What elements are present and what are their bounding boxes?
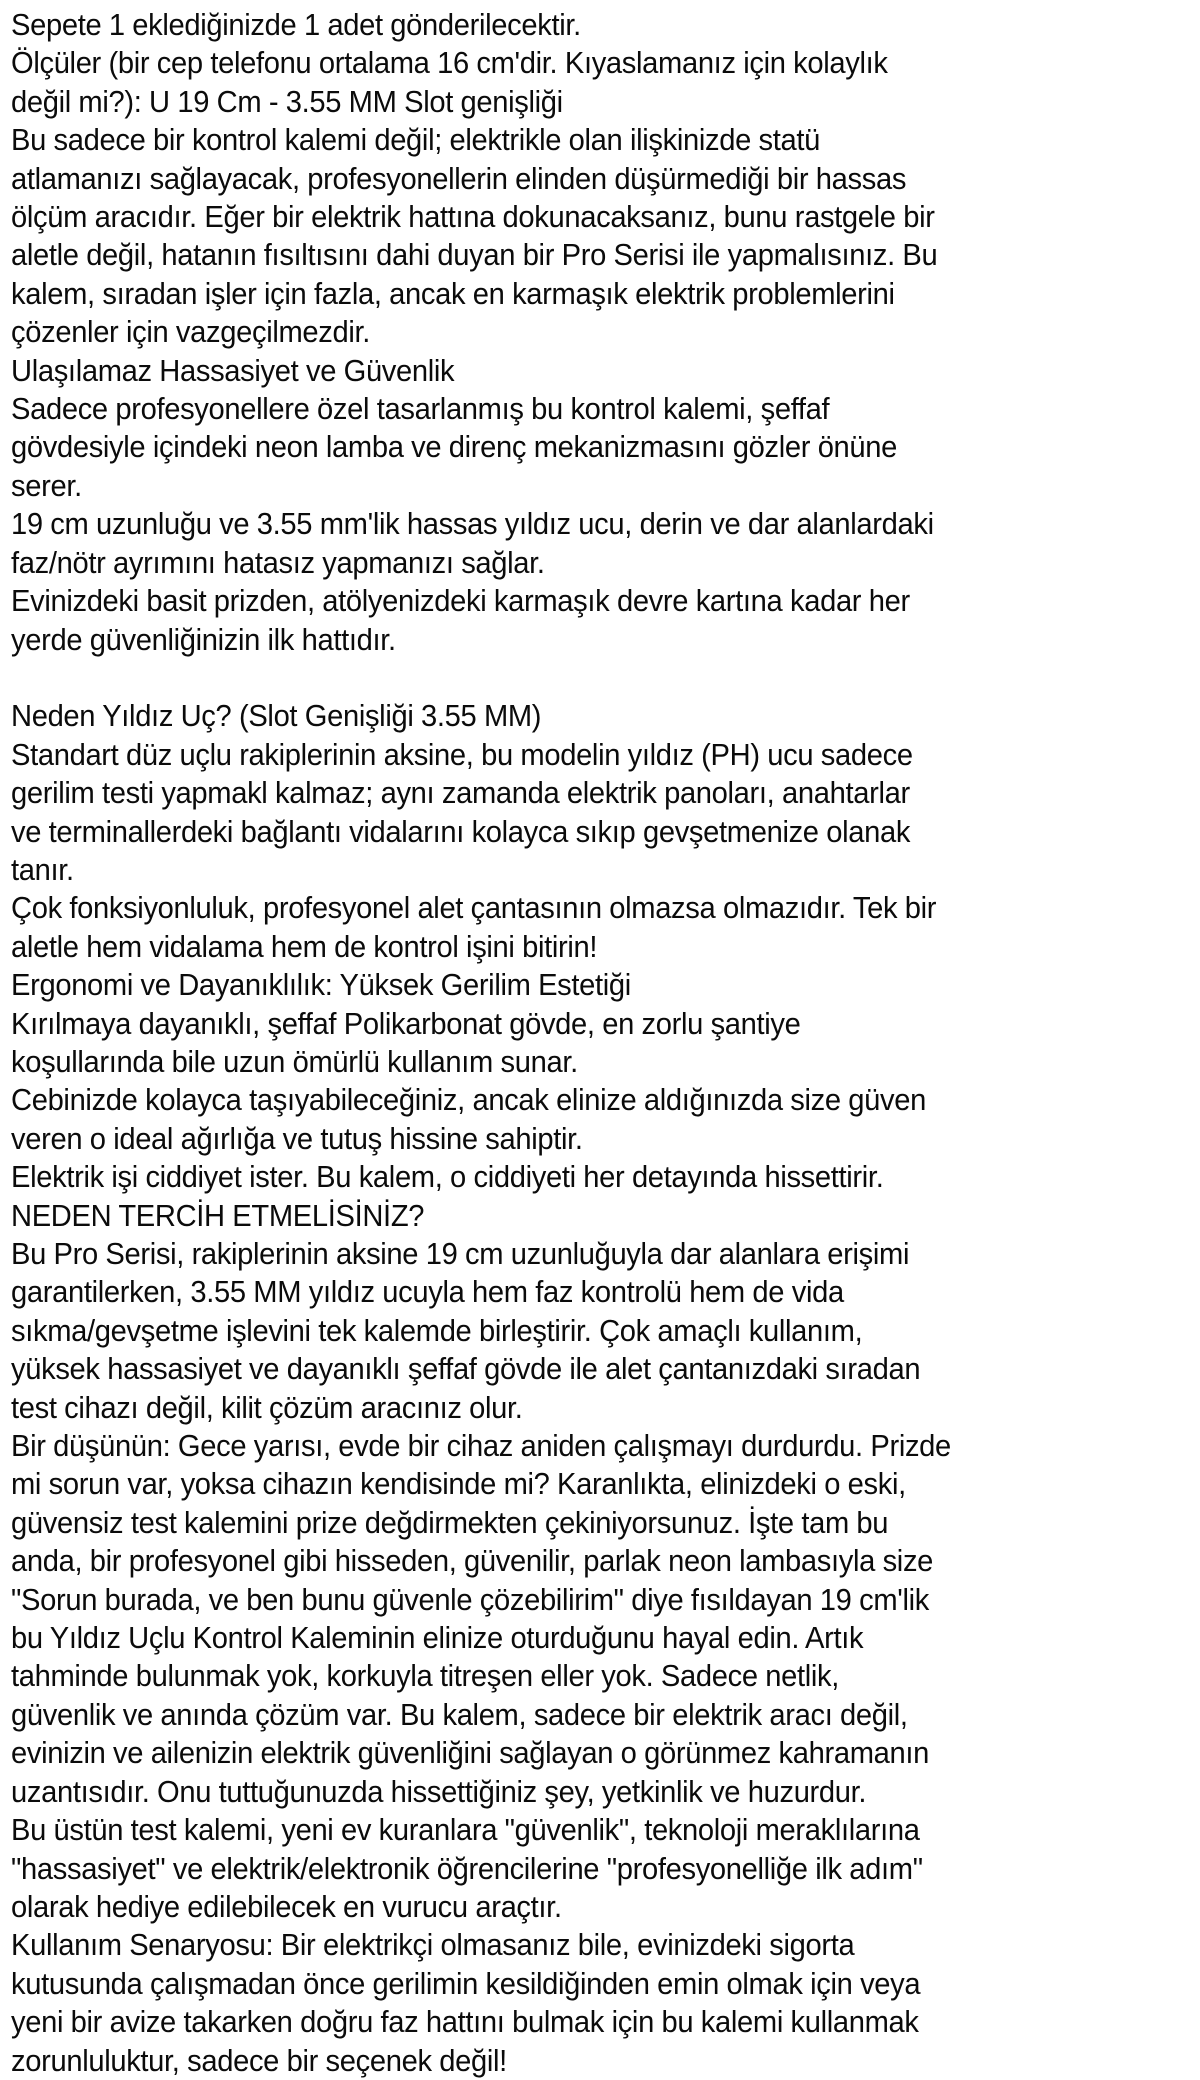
text-line: değil mi?): U 19 Cm - 3.55 MM Slot genişliği [11,84,563,119]
text-line: gerilim testi yapmakl kalmaz; aynı zamanda elektrik panoları, anahtarlar [11,776,910,811]
text-line: olarak hediye edilebilecek en vurucu araçtır. [11,1889,562,1924]
text-line: yerde güvenliğinizin ilk hattıdır. [11,622,396,657]
text-line: yüksek hassasiyet ve dayanıklı şeffaf gövde ile alet çantanızdaki sıradan [11,1352,921,1387]
text-line: garantilerken, 3.55 MM yıldız ucuyla hem faz kontrolü hem de vida [11,1275,844,1310]
text-line: Bu Pro Serisi, rakiplerinin aksine 19 cm uzunluğuyla dar alanlara erişimi [11,1237,910,1271]
text-line: serer. [11,468,82,503]
text-line: ve terminallerdeki bağlantı vidalarını kolayca sıkıp gevşetmenize olanak [11,814,911,849]
text-line: mi sorun var, yoksa cihazın kendisinde mi? Karanlıkta, elinizdeki o eski, [11,1467,906,1502]
text-line: anda, bir profesyonel gibi hisseden, güvenilir, parlak neon lambasıyla size [11,1544,934,1579]
text-line: Elektrik işi ciddiyet ister. Bu kalem, o ciddiyeti her detayında hissettirir. [11,1160,884,1195]
text-line: Sepete 1 eklediğinizde 1 adet gönderilecektir. [11,8,581,42]
text-line: uzantısıdır. Onu tuttuğunuzda hissettiğiniz şey, yetkinlik ve huzurdur. [11,1774,867,1809]
text-line: zorunluluktur, sadece bir seçenek değil! [11,2043,507,2078]
text-line: Bu sadece bir kontrol kalemi değil; elektrikle olan ilişkinizde statü [11,123,821,158]
text-line: aletle değil, hatanın fısıltısını dahi duyan bir Pro Serisi ile yapmalısınız. Bu [11,238,938,273]
text-line: tahminde bulunmak yok, korkuyla titreşen eller yok. Sadece netlik, [11,1659,840,1694]
text-line: ölçüm aracıdır. Eğer bir elektrik hattına dokunacaksanız, bunu rastgele bir [11,200,935,235]
text-line: kutusunda çalışmadan önce gerilimin kesildiğinden emin olmak için veya [11,1966,921,2001]
text-line: "hassasiyet" ve elektrik/elektronik öğrencilerine "profesyonelliğe ilk adım" [11,1851,923,1886]
text-line: Standart düz uçlu rakiplerinin aksine, bu modelin yıldız (PH) ucu sadece [11,737,913,772]
text-line: NEDEN TERCİH ETMELİSİNİZ? [11,1198,425,1233]
text-line: yeni bir avize takarken doğru faz hattını bulmak için bu kalemi kullanmak [11,2005,919,2040]
text-line: Kullanım Senaryosu: Bir elektrikçi olmasanız bile, evinizdeki sigorta [11,1928,855,1963]
text-line: Evinizdeki basit prizden, atölyenizdeki karmaşık devre kartına kadar her [11,584,910,619]
text-line: 19 cm uzunluğu ve 3.55 mm'lik hassas yıldız ucu, derin ve dar alanlardaki [11,507,934,542]
text-line: Çok fonksiyonluluk, profesyonel alet çantasının olmazsa olmazıdır. Tek bir [11,891,937,926]
text-line: atlamanızı sağlayacak, profesyonellerin elinden düşürmediği bir hassas [11,161,907,196]
text-line: Ergonomi ve Dayanıklılık: Yüksek Gerilim Estetiği [11,968,631,1003]
text-line: "Sorun burada, ve ben bunu güvenle çözebilirim" diye fısıldayan 19 cm'lik [11,1582,929,1617]
text-line: Cebinizde kolayca taşıyabileceğiniz, ancak elinize aldığınızda size güven [11,1083,926,1118]
text-line: Ulaşılamaz Hassasiyet ve Güvenlik [11,353,455,388]
text-line: bu Yıldız Uçlu Kontrol Kaleminin elinize oturduğunu hayal edin. Artık [11,1621,864,1656]
text-line: çözenler için vazgeçilmezdir. [11,315,371,350]
text-line: kalem, sıradan işler için fazla, ancak en karmaşık elektrik problemlerini [11,276,895,311]
text-line: aletle hem vidalama hem de kontrol işini bitirin! [11,929,598,964]
text-line: evinizin ve ailenizin elektrik güvenliğini sağlayan o görünmez kahramanın [11,1736,930,1771]
text-line: tanır. [11,852,74,887]
text-line: veren o ideal ağırlığa ve tutuş hissine sahiptir. [11,1121,583,1156]
text-line: Neden Yıldız Uç? (Slot Genişliği 3.55 MM) [11,699,542,734]
text-line: koşullarında bile uzun ömürlü kullanım sunar. [11,1044,578,1079]
text-line: faz/nötr ayrımını hatasız yapmanızı sağlar. [11,545,545,580]
text-line: Kırılmaya dayanıklı, şeffaf Polikarbonat gövde, en zorlu şantiye [11,1006,801,1041]
text-line: Bu üstün test kalemi, yeni ev kuranlara "güvenlik", teknoloji meraklılarına [11,1813,920,1848]
text-line: Ölçüler (bir cep telefonu ortalama 16 cm'dir. Kıyaslamanız için kolaylık [11,46,888,81]
text-line: gövdesiyle içindeki neon lamba ve direnç mekanizmasını gözler önüne [11,430,898,465]
text-line: test cihazı değil, kilit çözüm aracınız olur. [11,1390,523,1425]
text-line: sıkma/gevşetme işlevini tek kalemde birleştirir. Çok amaçlı kullanım, [11,1313,863,1348]
text-line: güvensiz test kalemini prize değdirmekten çekiniyorsunuz. İşte tam bu [11,1505,889,1540]
text-line: güvenlik ve anında çözüm var. Bu kalem, sadece bir elektrik aracı değil, [11,1697,908,1732]
text-line: Bir düşünün: Gece yarısı, evde bir cihaz aniden çalışmayı durdurdu. Prizde [11,1429,951,1464]
text-line: Sadece profesyonellere özel tasarlanmış bu kontrol kalemi, şeffaf [11,392,830,427]
text-line-blank [11,659,1146,697]
